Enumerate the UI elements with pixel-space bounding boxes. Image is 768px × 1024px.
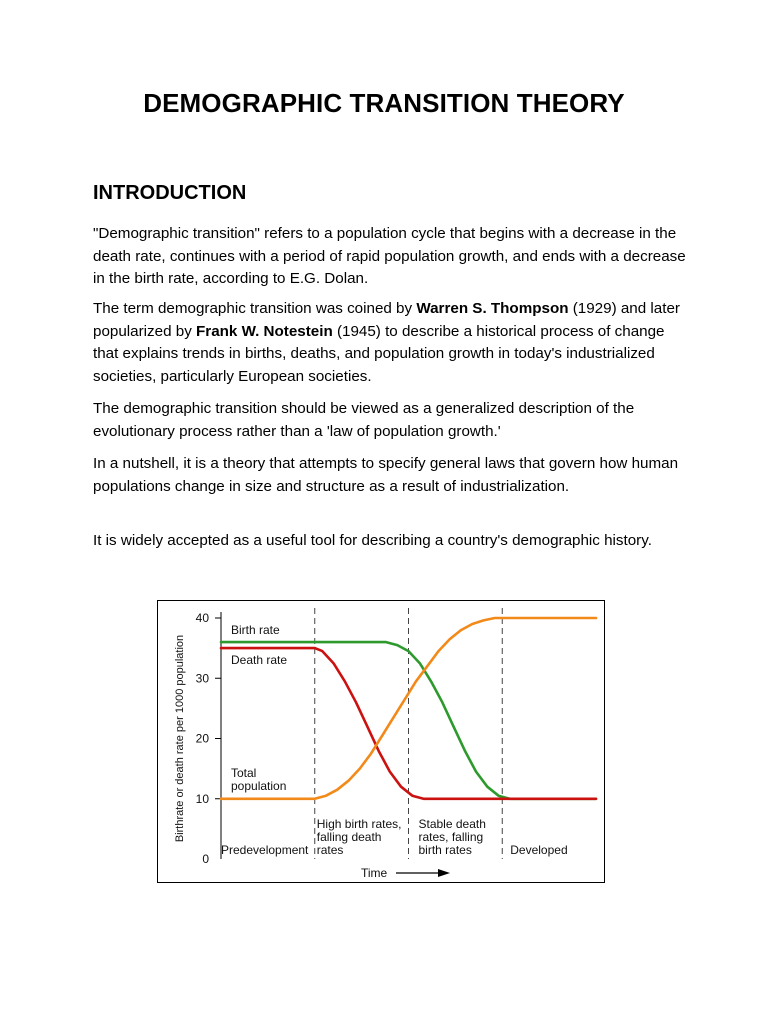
paragraph-origin-text-2: (1929) and later popularized by — [93, 300, 680, 340]
birth-rate-label: Birth rate — [231, 623, 280, 638]
chart-canvas — [158, 601, 606, 884]
paragraph-origin-text-1: The term demographic transition was coined by — [93, 300, 417, 317]
demographic-transition-chart — [157, 600, 605, 883]
y-tick-label-20: 20 — [195, 731, 209, 746]
paragraph-useful-tool: It is widely accepted as a useful tool for describing a country's demographic history. — [93, 532, 652, 549]
stage-label-1-line-1: Predevelopment — [221, 843, 309, 857]
page-title: DEMOGRAPHIC TRANSITION THEORY — [143, 88, 625, 118]
y-tick-label-10: 10 — [195, 791, 209, 806]
stage-label-2-line-1: High birth rates, — [316, 817, 402, 831]
time-arrow-head — [438, 869, 450, 877]
author-thompson: Warren S. Thompson — [416, 300, 569, 317]
stage-label-3-line-2: rates, falling — [418, 830, 484, 844]
section-heading-introduction: INTRODUCTION — [93, 182, 247, 204]
y-axis-label: Birthrate or death rate per 1000 population — [174, 634, 186, 843]
paragraph-origin — [93, 298, 693, 388]
stage-label-4-line-1: Developed — [510, 843, 568, 857]
author-notestein: Frank W. Notestein — [196, 322, 333, 340]
paragraph-nutshell: In a nutshell, it is a theory that attempts to specify general laws that govern how human populations change in size and structure as a result of industrialization. — [93, 455, 679, 495]
y-tick-label-0: 0 — [202, 852, 209, 866]
death-rate-label: Death rate — [231, 653, 288, 668]
total-population-label-line2: population — [231, 778, 287, 793]
y-tick-label-30: 30 — [195, 671, 209, 686]
stage-label-2-line-2: falling death — [316, 830, 382, 844]
paragraph-definition: "Demographic transition" refers to a population cycle that begins with a decrease in the death rate, continues with a period of rapid population growth, and ends with a decrease in the birth rate, according to E.G. Dolan. — [93, 225, 686, 287]
stage-label-2-line-3: rates — [316, 843, 344, 857]
total-population-label-line1: Total — [231, 765, 257, 780]
paragraph-generalized-description: The demographic transition should be viewed as a generalized description of the evolutionary process rather than a 'law of population growth.' — [93, 400, 635, 440]
paragraph-origin-text-3: (1945) to describe a historical process of change that explains trends in births, deaths, and population growth in today's industrialized societies, particularly European societies. — [93, 322, 665, 385]
stage-label-3-line-3: birth rates — [418, 843, 472, 857]
y-tick-label-40: 40 — [195, 611, 209, 625]
x-axis-label: Time — [361, 866, 388, 880]
stage-label-3-line-1: Stable death — [418, 817, 486, 831]
